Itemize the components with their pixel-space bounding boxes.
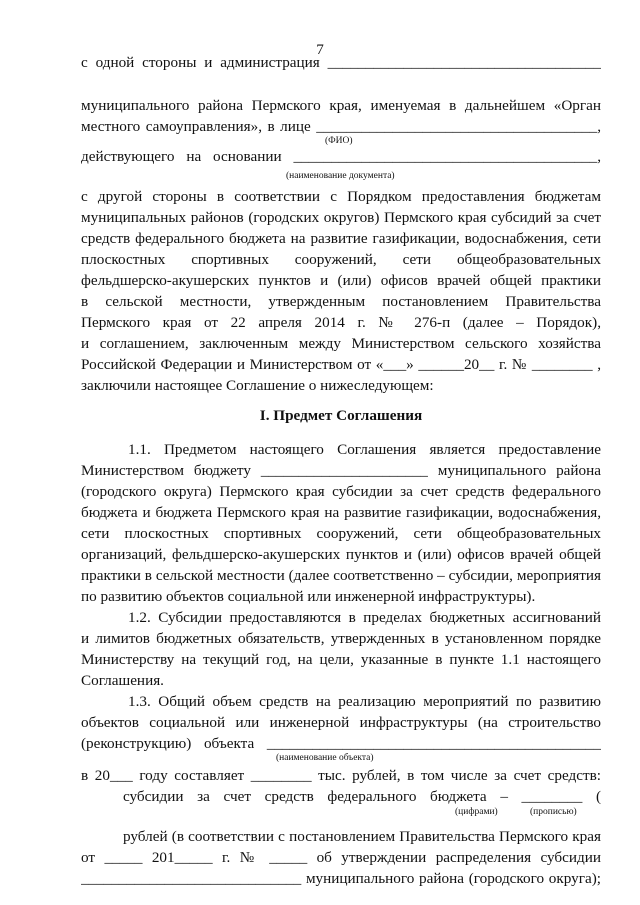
caption-object-name: (наименование объекта)	[276, 753, 374, 763]
text-line: в 20___ году составляет ________ тыс. рублей, в том числе за счет средств:	[81, 767, 601, 784]
text-line: Российской Федерации и Министерством от «___» ______20__ г. № ________ ,	[81, 356, 601, 373]
text-line: заключили настоящее Соглашение о нижеследующем:	[81, 377, 434, 394]
text-line: фельдшерско-акушерских пунктов и (или) офисов врачей общей практики	[81, 272, 601, 289]
text-line: Соглашения.	[81, 672, 164, 689]
text-line: с одной стороны и администрация ____________________________________	[81, 54, 601, 71]
text-line: практики в сельской местности (далее соответственно – субсидии, мероприятия	[81, 567, 601, 584]
text-line: с другой стороны в соответствии с Порядком предоставления бюджетам	[81, 188, 601, 205]
text-line: 1.2. Субсидии предоставляются в пределах бюджетных ассигнований	[128, 609, 601, 626]
text-line: объектов социальной или инженерной инфраструктуры (на строительство	[81, 714, 601, 731]
caption-doc-name: (наименование документа)	[286, 171, 395, 181]
page-number: 7	[316, 41, 324, 58]
caption-fio: (ФИО)	[325, 136, 353, 146]
text-line: организаций, фельдшерско-акушерских пунктов и (или) офисов врачей общей	[81, 546, 601, 563]
text-line: по развитию объектов социальной или инженерной инфраструктуры).	[81, 588, 536, 605]
text-line: _____________________________ муниципального района (городского округа);	[81, 870, 601, 887]
text-line: и соглашением, заключенным между Министерством сельского хозяйства	[81, 335, 601, 352]
text-line: (городского округа) Пермского края субсидии за счет средств федерального	[81, 483, 601, 500]
text-line: в сельской местности, утвержденным постановлением Правительства	[81, 293, 601, 310]
text-line: муниципального района Пермского края, именуемая в дальнейшем «Орган	[81, 97, 601, 114]
section-heading: I. Предмет Соглашения	[259, 407, 423, 424]
text-line: и лимитов бюджетных обязательств, утвержденных в установленном порядке	[81, 630, 601, 647]
text-line: сети плоскостных спортивных сооружений, сети общеобразовательных	[81, 525, 601, 542]
text-line: 1.3. Общий объем средств на реализацию мероприятий по развитию	[128, 693, 601, 710]
text-line: плоскостных спортивных сооружений, сети общеобразовательных	[81, 251, 601, 268]
text-line: Пермского края от 22 апреля 2014 г. № 276-п (далее – Порядок),	[81, 314, 601, 331]
text-line: 1.1. Предметом настоящего Соглашения является предоставление	[128, 441, 601, 458]
text-line: от _____ 201_____ г. № _____ об утверждении распределения субсидии	[81, 849, 601, 866]
text-line: Министерством бюджету ______________________ муниципального района	[81, 462, 601, 479]
text-line: бюджета и бюджета Пермского края на развитие газификации, водоснабжения,	[81, 504, 601, 521]
text-line: субсидии за счет средств федерального бюджета – ________ (	[123, 788, 601, 805]
text-line: Министерству на текущий год, на цели, указанные в пункте 1.1 настоящего	[81, 651, 601, 668]
text-line: рублей (в соответствии с постановлением Правительства Пермского края	[123, 828, 601, 845]
caption-digits: (цифрами)	[455, 807, 498, 817]
text-line: средств федерального бюджета на развитие газификации, водоснабжения, сети	[81, 230, 601, 247]
text-line: (реконструкцию) объекта ____________________________________________	[81, 735, 601, 752]
caption-words: (прописью)	[530, 807, 577, 817]
text-line: муниципальных районов (городских округов) Пермского края субсидий за счет	[81, 209, 601, 226]
text-line: местного самоуправления», в лице _____________________________________,	[81, 118, 601, 135]
text-line: действующего на основании ________________________________________,	[81, 148, 601, 165]
